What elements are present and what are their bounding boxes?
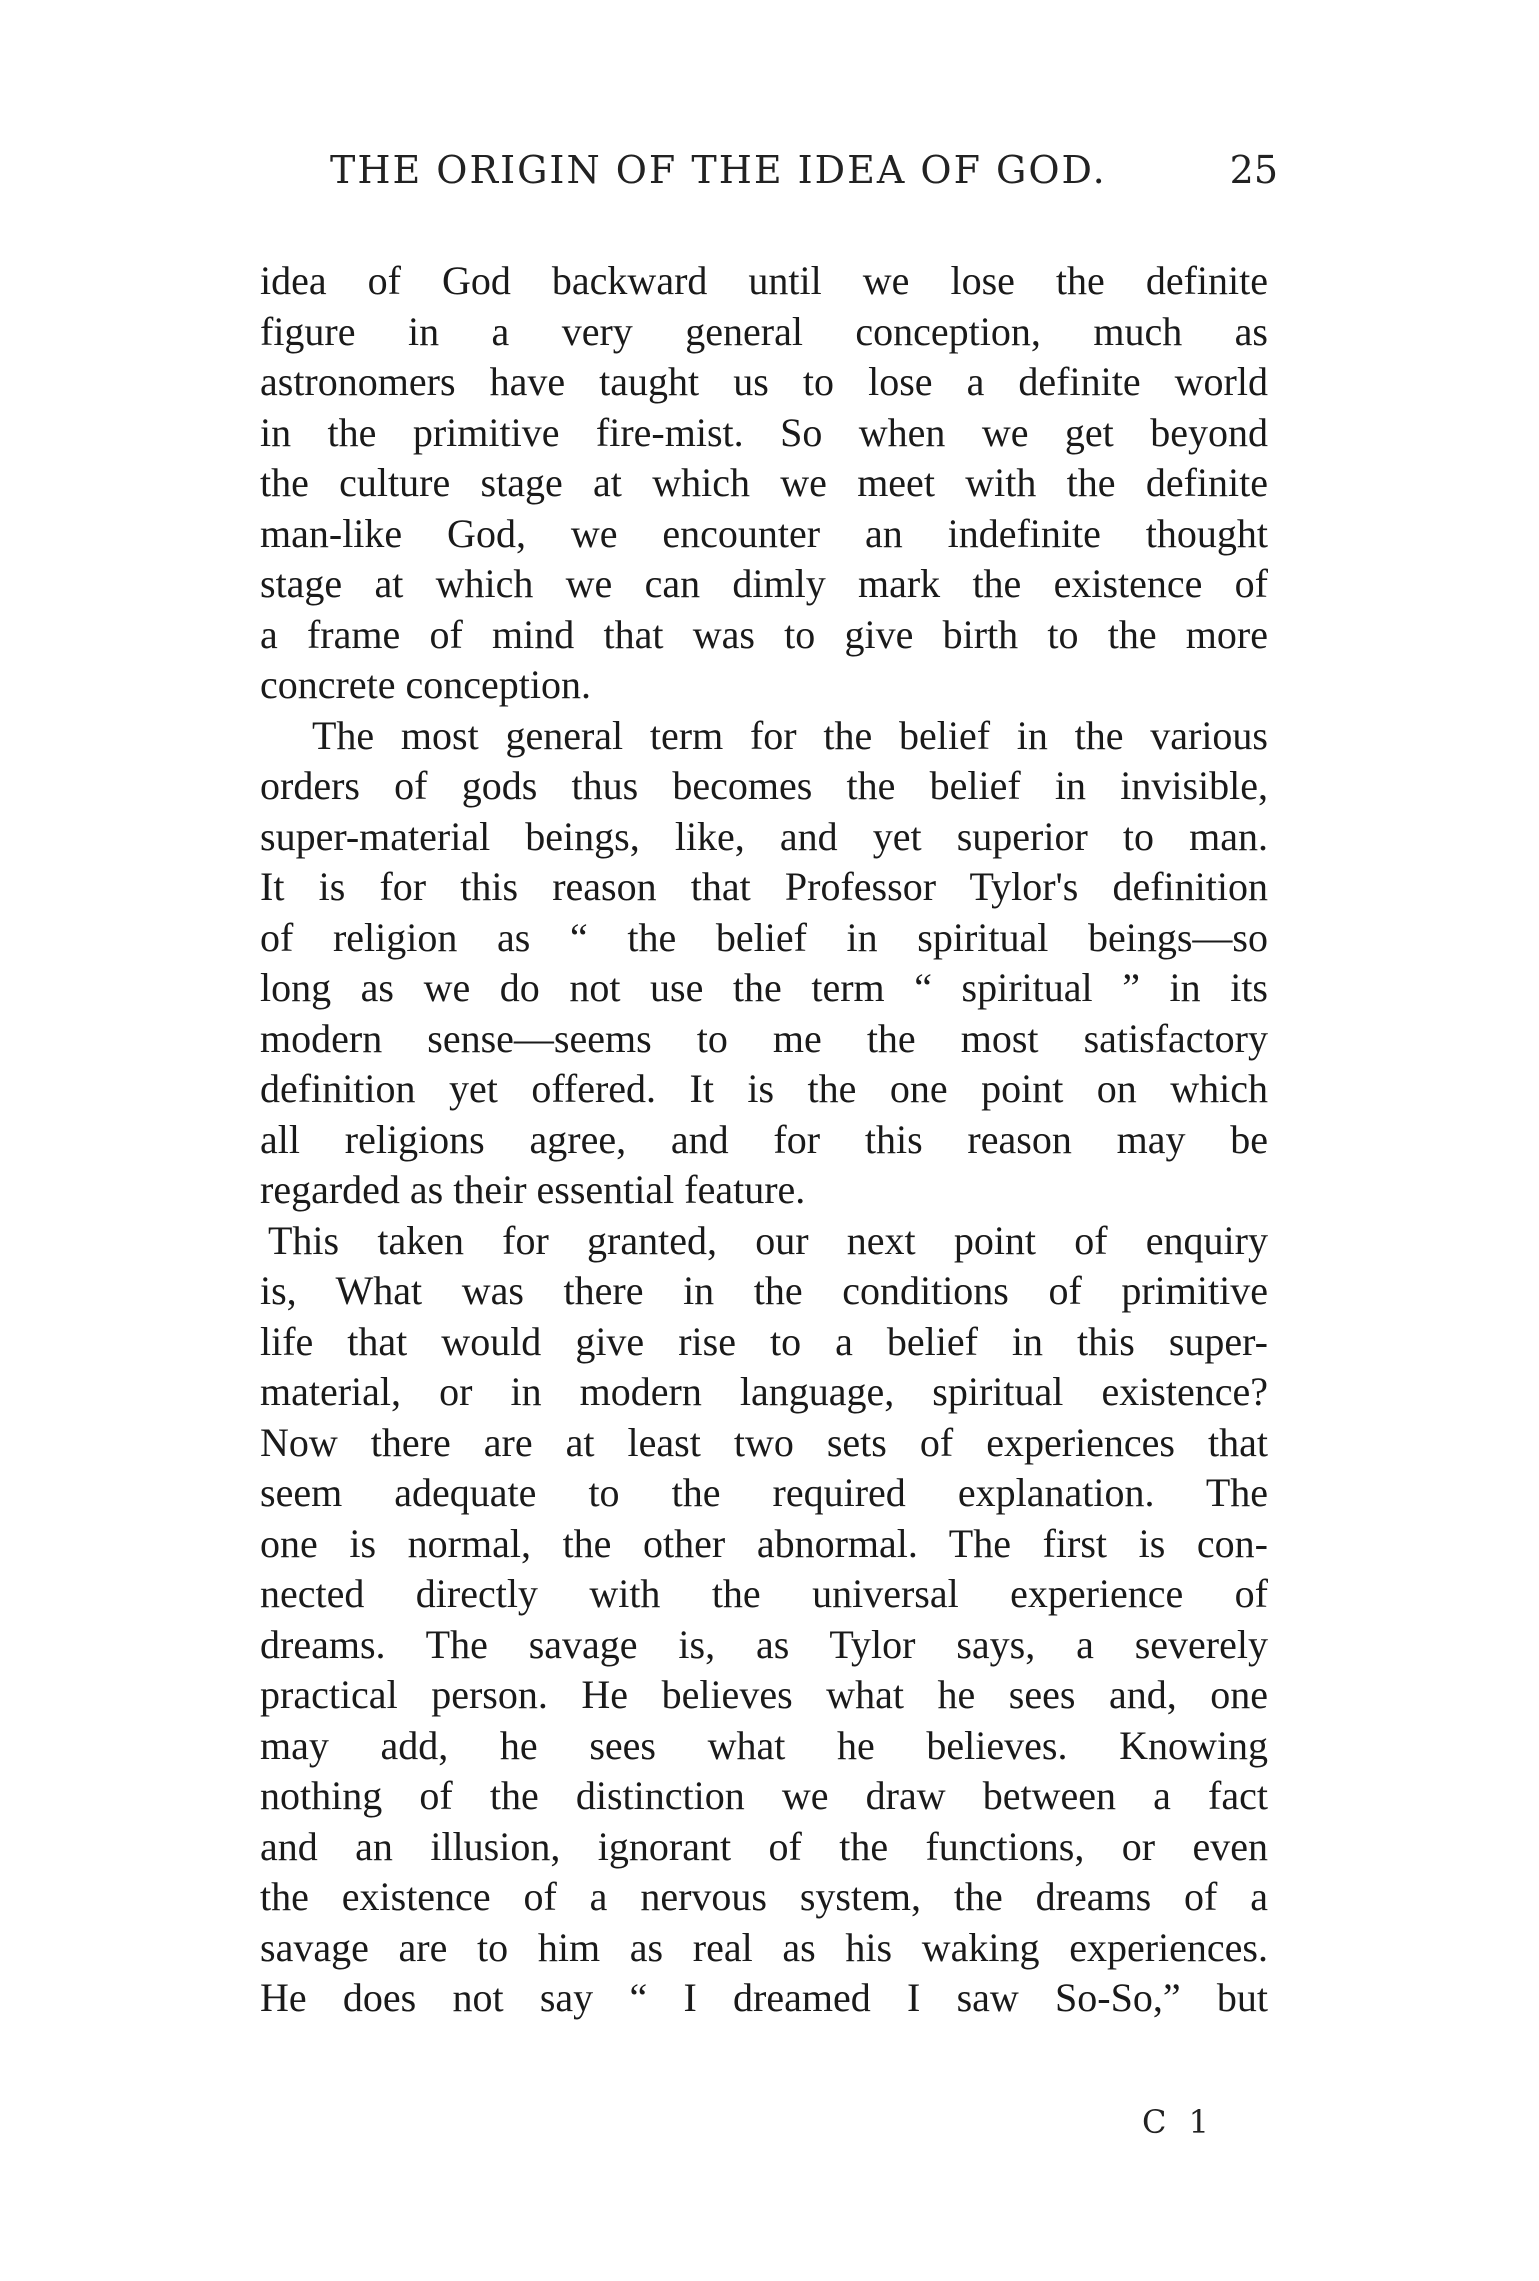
text-line: concrete conception. [260, 662, 591, 707]
text-line: astronomers have taught us to lose a definite world [260, 359, 1268, 404]
running-title: THE ORIGIN OF THE IDEA OF GOD. [330, 148, 1107, 192]
text-line: may add, he sees what he believes. Knowing [260, 1722, 1268, 1768]
text-line: a frame of mind that was to give birth to the more [260, 611, 1268, 657]
signature-mark: C 1 [1142, 2103, 1216, 2141]
text-line: modern sense—seems to me the most satisfactory [260, 1015, 1268, 1061]
text-line: in the primitive fire-mist. So when we get beyond [260, 409, 1268, 455]
text-line: The most general term for the belief in the various [312, 712, 1268, 758]
text-line: nothing of the distinction we draw between a fact [260, 1773, 1268, 1818]
text-line: all religions agree, and for this reason may be [260, 1116, 1268, 1162]
text-line: He does not say “ I dreamed I saw So-So,” but [260, 1975, 1268, 2020]
text-line: regarded as their essential feature. [260, 1167, 806, 1212]
page-number: 25 [1229, 148, 1278, 192]
text-line: Now there are at least two sets of experiences that [260, 1419, 1268, 1465]
body-text [260, 256, 1268, 2024]
text-line: seem adequate to the required explanation. The [260, 1470, 1268, 1515]
text-line: super-material beings, like, and yet superior to man. [260, 813, 1268, 859]
text-line: practical person. He believes what he sees and, one [260, 1672, 1268, 1717]
text-line: is, What was there in the conditions of primitive [260, 1268, 1268, 1313]
text-line: of religion as “ the belief in spiritual beings—so [260, 914, 1268, 960]
text-line: idea of God backward until we lose the definite [260, 258, 1268, 303]
text-line: stage at which we can dimly mark the existence of [260, 561, 1268, 606]
text-line: the existence of a nervous system, the dreams of a [260, 1874, 1268, 1919]
text-line: savage are to him as real as his waking experiences. [260, 1924, 1268, 1970]
text-line: long as we do not use the term “ spiritual ” in its [260, 965, 1268, 1010]
text-line: dreams. The savage is, as Tylor says, a severely [260, 1621, 1268, 1667]
text-line: life that would give rise to a belief in this super- [260, 1318, 1268, 1364]
page-header [318, 148, 1278, 208]
text-line: material, or in modern language, spiritual existence? [260, 1369, 1268, 1414]
text-line: This taken for granted, our next point of enquiry [268, 1217, 1268, 1263]
text-line: the culture stage at which we meet with the definite [260, 460, 1268, 505]
text-line: figure in a very general conception, much as [260, 308, 1268, 354]
text-line: definition yet offered. It is the one point on which [260, 1066, 1268, 1111]
text-line: one is normal, the other abnormal. The first is con- [260, 1520, 1268, 1566]
text-line: nected directly with the universal experience of [260, 1571, 1268, 1616]
text-line: man-like God, we encounter an indefinite thought [260, 510, 1268, 556]
text-line: It is for this reason that Professor Tylor's definition [260, 864, 1268, 909]
text-line: and an illusion, ignorant of the functions, or even [260, 1823, 1268, 1869]
text-line: orders of gods thus becomes the belief in invisible, [260, 763, 1268, 808]
